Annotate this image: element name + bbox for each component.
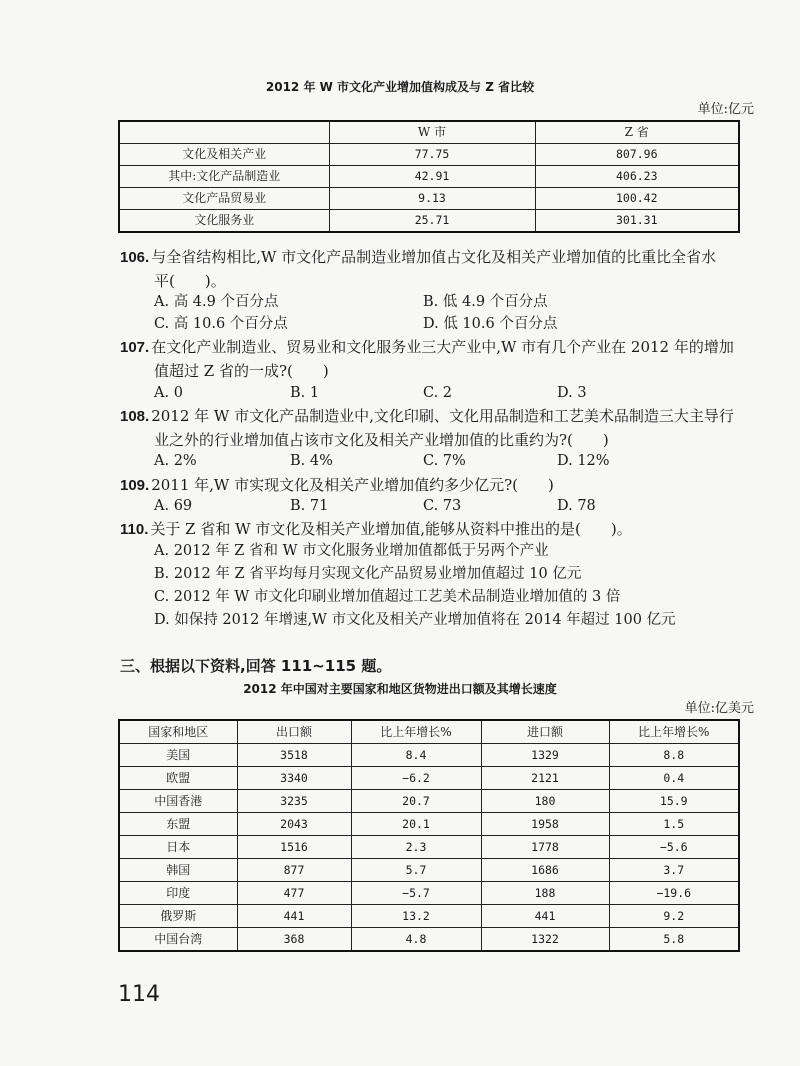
table-cell: 3340	[237, 767, 351, 790]
table-cell: 3.7	[609, 859, 739, 882]
table-cell: 日本	[119, 836, 237, 859]
option-a: A. 2012 年 Z 省和 W 市文化服务业增加值都低于另两个产业	[154, 543, 549, 559]
table-cell: 877	[237, 859, 351, 882]
table-row	[119, 905, 739, 928]
option-c: C. 2	[423, 385, 453, 401]
table-cell: −5.6	[609, 836, 739, 859]
question-number: 110.	[120, 521, 149, 538]
table1	[118, 120, 740, 233]
table-cell: 欧盟	[119, 767, 237, 790]
question-stem: 2011 年,W 市实现文化及相关产业增加值约多少亿元?( )	[151, 476, 554, 494]
question-number: 107.	[120, 339, 150, 356]
table-cell: 1322	[481, 928, 609, 952]
table-cell: 1516	[237, 836, 351, 859]
table-cell: 188	[481, 882, 609, 905]
table-cell: 3518	[237, 744, 351, 767]
table-cell: 文化服务业	[119, 210, 329, 233]
table-cell: 美国	[119, 744, 237, 767]
option-c: C. 73	[423, 498, 462, 514]
option-b: B. 71	[290, 498, 329, 514]
table-row	[119, 928, 739, 952]
table-cell: 9.13	[329, 188, 535, 210]
table-cell: 1778	[481, 836, 609, 859]
table-cell: 42.91	[329, 166, 535, 188]
option-d: D. 如保持 2012 年增速,W 市文化及相关产业增加值将在 2014 年超过 100 亿元	[154, 612, 676, 628]
table-row	[119, 790, 739, 813]
table2	[118, 719, 740, 952]
table-cell: 1686	[481, 859, 609, 882]
question-number: 106.	[120, 249, 150, 266]
option-a: A. 2%	[154, 453, 197, 469]
table-cell: 8.8	[609, 744, 739, 767]
option-a: A. 0	[154, 385, 183, 401]
question-stem-continued: 业之外的行业增加值占该市文化及相关产业增加值的比重约为?( )	[154, 430, 609, 449]
table-cell: 0.4	[609, 767, 739, 790]
table-cell: 20.1	[351, 813, 481, 836]
table-row	[119, 882, 739, 905]
table-cell: 20.7	[351, 790, 481, 813]
table-cell: 15.9	[609, 790, 739, 813]
table-cell: 1958	[481, 813, 609, 836]
table-cell: 其中:文化产品制造业	[119, 166, 329, 188]
table1-header-cell	[119, 121, 329, 144]
option-d: D. 78	[557, 498, 596, 514]
table-cell: 2.3	[351, 836, 481, 859]
question-109	[120, 474, 740, 498]
option-b: B. 2012 年 Z 省平均每月实现文化产品贸易业增加值超过 10 亿元	[154, 566, 582, 582]
table-cell: 441	[481, 905, 609, 928]
table-row	[119, 767, 739, 790]
table-cell: 807.96	[535, 144, 739, 166]
option-b: B. 1	[290, 385, 320, 401]
table-cell: 中国香港	[119, 790, 237, 813]
question-108	[120, 405, 740, 451]
table-cell: 5.8	[609, 928, 739, 952]
table-cell: 100.42	[535, 188, 739, 210]
table-cell: −5.7	[351, 882, 481, 905]
table-cell: 文化及相关产业	[119, 144, 329, 166]
question-107	[120, 336, 740, 382]
table-cell: 8.4	[351, 744, 481, 767]
table-cell: 5.7	[351, 859, 481, 882]
table2-header-cell: 出口额	[237, 720, 351, 744]
table-row	[119, 188, 739, 210]
option-c: C. 2012 年 W 市文化印刷业增加值超过工艺美术品制造业增加值的 3 倍	[154, 589, 621, 605]
table-row	[119, 813, 739, 836]
question-number: 109.	[120, 477, 150, 494]
table-row	[119, 836, 739, 859]
table1-header-cell: Z 省	[535, 121, 739, 144]
table-cell: 406.23	[535, 166, 739, 188]
table-row	[119, 859, 739, 882]
option-d: D. 3	[557, 385, 587, 401]
table-row	[119, 144, 739, 166]
table-cell: 2043	[237, 813, 351, 836]
page-number: 114	[118, 982, 160, 1007]
option-b: B. 4%	[290, 453, 333, 469]
table-row	[119, 744, 739, 767]
section-heading: 三、根据以下资料,回答 111~115 题。	[120, 657, 392, 675]
question-106	[120, 246, 740, 292]
table-cell: 1329	[481, 744, 609, 767]
question-stem-continued: 平( )。	[154, 271, 226, 290]
table-cell: 俄罗斯	[119, 905, 237, 928]
table-cell: −6.2	[351, 767, 481, 790]
table1-unit: 单位:亿元	[697, 102, 754, 117]
question-stem: 关于 Z 省和 W 市文化及相关产业增加值,能够从资料中推出的是( )。	[150, 520, 632, 538]
option-c: C. 7%	[423, 453, 466, 469]
table-cell: −19.6	[609, 882, 739, 905]
question-stem-continued: 值超过 Z 省的一成?( )	[154, 361, 329, 380]
option-a: A. 69	[154, 498, 193, 514]
table-cell: 25.71	[329, 210, 535, 233]
table-cell: 9.2	[609, 905, 739, 928]
option-a: A. 高 4.9 个百分点	[154, 294, 279, 310]
question-stem: 与全省结构相比,W 市文化产品制造业增加值占文化及相关产业增加值的比重比全省水	[151, 248, 717, 266]
option-d: D. 低 10.6 个百分点	[423, 316, 558, 332]
table-cell: 1.5	[609, 813, 739, 836]
table2-header-row	[119, 720, 739, 744]
table-cell: 东盟	[119, 813, 237, 836]
option-d: D. 12%	[557, 453, 610, 469]
table-cell: 368	[237, 928, 351, 952]
table-cell: 441	[237, 905, 351, 928]
table-cell: 2121	[481, 767, 609, 790]
question-110	[120, 518, 740, 542]
table2-header-cell: 国家和地区	[119, 720, 237, 744]
option-c: C. 高 10.6 个百分点	[154, 316, 288, 332]
table2-unit: 单位:亿美元	[684, 701, 754, 716]
table-cell: 3235	[237, 790, 351, 813]
table2-header-cell: 比上年增长%	[609, 720, 739, 744]
question-stem: 在文化产业制造业、贸易业和文化服务业三大产业中,W 市有几个产业在 2012 年的增加	[151, 338, 734, 356]
table1-header-row	[119, 121, 739, 144]
table-cell: 中国台湾	[119, 928, 237, 952]
question-number: 108.	[120, 408, 150, 425]
table2-header-cell: 比上年增长%	[351, 720, 481, 744]
table-cell: 印度	[119, 882, 237, 905]
table-cell: 301.31	[535, 210, 739, 233]
table-cell: 13.2	[351, 905, 481, 928]
table-row	[119, 166, 739, 188]
table-cell: 韩国	[119, 859, 237, 882]
table-row	[119, 210, 739, 233]
option-b: B. 低 4.9 个百分点	[423, 294, 548, 310]
table-cell: 77.75	[329, 144, 535, 166]
table-cell: 477	[237, 882, 351, 905]
table2-title: 2012 年中国对主要国家和地区货物进出口额及其增长速度	[243, 682, 557, 696]
table1-header-cell: W 市	[329, 121, 535, 144]
question-stem: 2012 年 W 市文化产品制造业中,文化印刷、文化用品制造和工艺美术品制造三大主导行	[151, 407, 734, 425]
table-cell: 4.8	[351, 928, 481, 952]
table-cell: 文化产品贸易业	[119, 188, 329, 210]
table1-title: 2012 年 W 市文化产业增加值构成及与 Z 省比较	[265, 80, 535, 94]
table-cell: 180	[481, 790, 609, 813]
table2-header-cell: 进口额	[481, 720, 609, 744]
